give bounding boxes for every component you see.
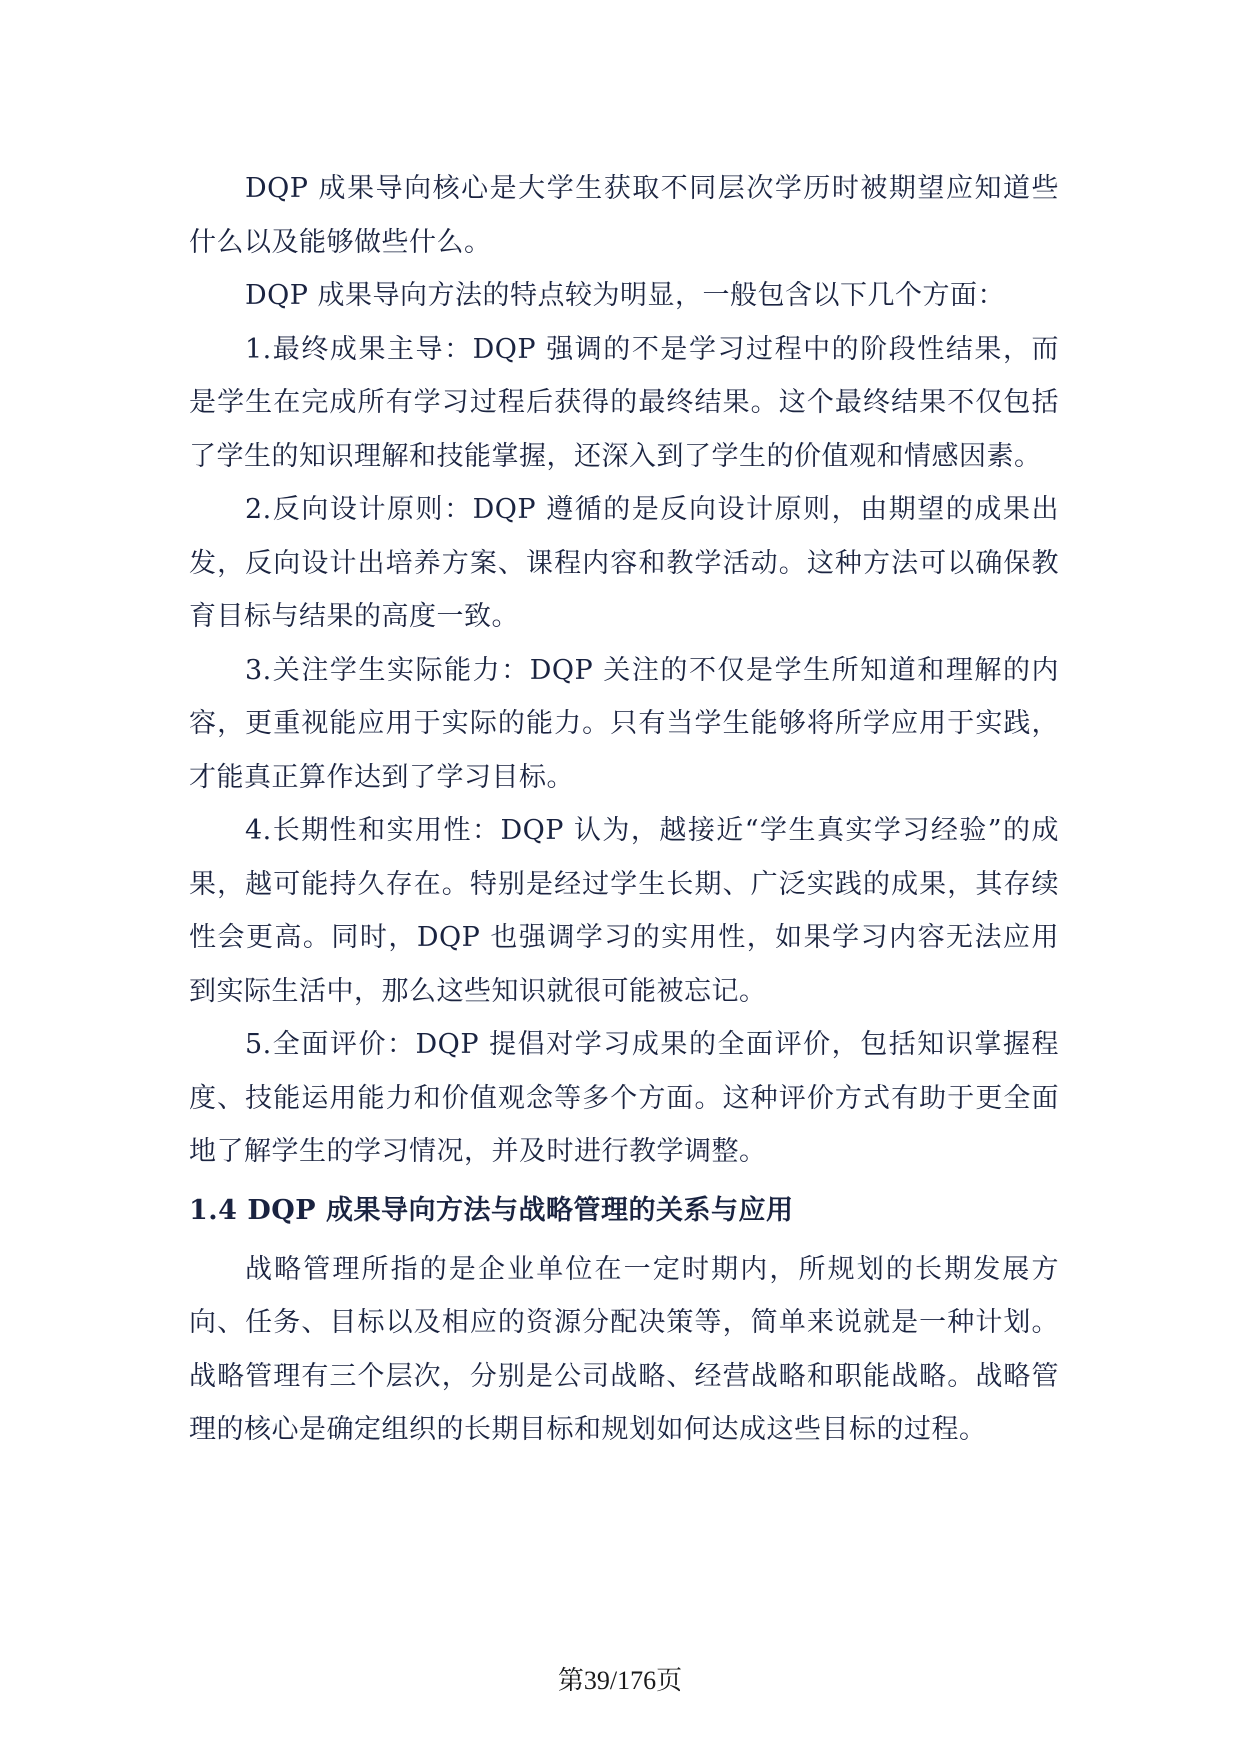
page-number: 第39/176页 (557, 1666, 683, 1695)
paragraph-feature-4: 4.长期性和实用性：DQP 认为，越接近“学生真实学习经验”的成果，越可能持久存在。特别是经过学生长期、广泛实践的成果，其存续性会更高。同时，DQP 也强调学习的实用性，如果学习内容无法应用到实际生活中，那么这些知识就很可能被忘记。 (189, 815, 1059, 1007)
paragraph-feature-1: 1.最终成果主导：DQP 强调的不是学习过程中的阶段性结果，而是学生在完成所有学习过程后获得的最终结果。这个最终结果不仅包括了学生的知识理解和技能掌握，还深入到了学生的价值观和情感因素。 (189, 333, 1059, 472)
paragraph-outcome-core: DQP 成果导向核心是大学生获取不同层次学历时被期望应知道些什么以及能够做些什么。 (189, 173, 1059, 258)
paragraph-strategic-management: 战略管理所指的是企业单位在一定时期内，所规划的长期发展方向、任务、目标以及相应的资源分配决策等，简单来说就是一种计划。战略管理有三个层次，分别是公司战略、经营战略和职能战略。战略管理的核心是确定组织的长期目标和规划如何达成这些目标的过程。 (189, 1253, 1059, 1445)
paragraph-feature-2: 2.反向设计原则：DQP 遵循的是反向设计原则，由期望的成果出发，反向设计出培养方案、课程内容和教学活动。这种方法可以确保教育目标与结果的高度一致。 (189, 494, 1059, 632)
paragraph-feature-5: 5.全面评价：DQP 提倡对学习成果的全面评价，包括知识掌握程度、技能运用能力和价值观念等多个方面。这种评价方式有助于更全面地了解学生的学习情况，并及时进行教学调整。 (189, 1029, 1059, 1167)
page-content (189, 162, 1059, 1457)
paragraph-features-intro: DQP 成果导向方法的特点较为明显，一般包含以下几个方面： (245, 280, 1006, 311)
paragraph-feature-3: 3.关注学生实际能力：DQP 关注的不仅是学生所知道和理解的内容，更重视能应用于实际的能力。只有当学生能够将所学应用于实践，才能真正算作达到了学习目标。 (189, 654, 1059, 793)
section-heading: 1.4 DQP 成果导向方法与战略管理的关系与应用 (189, 1194, 794, 1226)
